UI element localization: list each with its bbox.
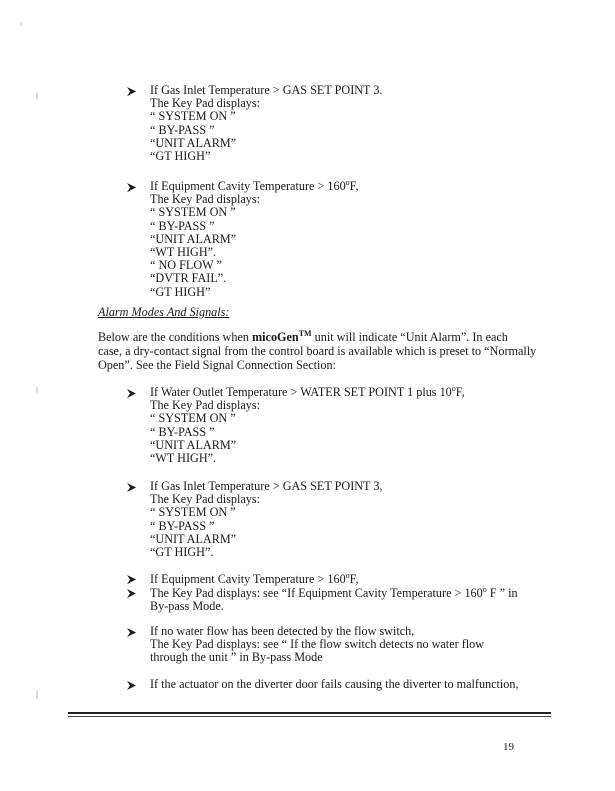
arrowhead-bullet-icon bbox=[126, 588, 140, 599]
keypad-line: “ NO FLOW ” bbox=[150, 258, 222, 273]
keypad-line: The Key Pad displays: bbox=[150, 398, 261, 413]
scan-artifact bbox=[20, 22, 22, 26]
arrowhead-bullet-icon bbox=[126, 680, 140, 691]
footer-rule-thin bbox=[68, 716, 551, 717]
bullet-text: If no water flow has been detected by the flow switch, bbox=[150, 624, 415, 638]
bullet-text: If Gas Inlet Temperature > GAS SET POINT 3. bbox=[150, 83, 383, 97]
trademark: TM bbox=[298, 328, 312, 338]
bullet-text-pre: If Equipment Cavity Temperature > 160 bbox=[150, 179, 346, 193]
bullet-text-pre: If Water Outlet Temperature > WATER SET POINT 1 plus 10 bbox=[150, 385, 452, 399]
brand-name: micoGen bbox=[252, 330, 299, 344]
arrowhead-bullet-icon bbox=[126, 482, 140, 493]
keypad-line: The Key Pad displays: bbox=[150, 492, 261, 507]
intro-line-1 bbox=[98, 330, 536, 344]
bullet-text: If Gas Inlet Temperature > GAS SET POINT 3, bbox=[150, 479, 383, 493]
keypad-line: The Key Pad displays: bbox=[150, 96, 261, 111]
keypad-line: “UNIT ALARM” bbox=[150, 231, 237, 246]
keypad-line: “DVTR FAIL”. bbox=[150, 271, 227, 286]
intro-line-3: Open”. See the Field Signal Connection Section: bbox=[98, 358, 336, 373]
keypad-line: The Key Pad displays: see “ If the flow switch detects no water flow bbox=[150, 637, 485, 652]
scan-artifact bbox=[36, 92, 38, 100]
degree-sup: o bbox=[451, 383, 456, 393]
keypad-line: “ BY-PASS ” bbox=[150, 424, 215, 439]
keypad-line: “ BY-PASS ” bbox=[150, 518, 215, 533]
degree-sup: o bbox=[345, 177, 350, 187]
alarm-item-actuator bbox=[150, 678, 519, 691]
section-gas-inlet bbox=[150, 84, 382, 163]
keypad-line: “ BY-PASS ” bbox=[150, 122, 215, 137]
intro-line-2: case, a dry-contact signal from the control board is available which is preset to “Normally bbox=[98, 344, 537, 359]
arrowhead-bullet-icon bbox=[126, 627, 140, 638]
degree-sup: o bbox=[482, 584, 487, 594]
degree-sup: o bbox=[345, 570, 350, 580]
footer-rule bbox=[68, 712, 551, 714]
scan-artifact bbox=[36, 386, 38, 394]
alarm-item-water-outlet bbox=[150, 383, 465, 466]
bullet-text-post: F, bbox=[349, 179, 359, 193]
intro-pre: Below are the conditions when bbox=[98, 330, 252, 344]
keypad-line: “ SYSTEM ON ” bbox=[150, 109, 236, 124]
keypad-line: “GT HIGH” bbox=[150, 284, 211, 299]
keypad-line: “WT HIGH”. bbox=[150, 451, 217, 466]
bullet-text-post: F, bbox=[349, 572, 359, 586]
page-number: 19 bbox=[503, 741, 514, 753]
keypad-line: “ SYSTEM ON ” bbox=[150, 411, 236, 426]
arrowhead-bullet-icon bbox=[126, 574, 140, 585]
arrowhead-bullet-icon bbox=[126, 182, 140, 193]
keypad-line: “ BY-PASS ” bbox=[150, 218, 215, 233]
keypad-line: The Key Pad displays: bbox=[150, 192, 261, 207]
keypad-line: “GT HIGH”. bbox=[150, 545, 214, 560]
bullet-text-post: F, bbox=[455, 385, 465, 399]
alarm-heading bbox=[98, 306, 229, 319]
keypad-line: “ SYSTEM ON ” bbox=[150, 205, 236, 220]
alarm-heading-text: Alarm Modes And Signals: bbox=[98, 305, 230, 319]
bullet-text-continued: By-pass Mode. bbox=[150, 599, 224, 613]
arrowhead-bullet-icon bbox=[126, 388, 140, 399]
arrowhead-bullet-icon bbox=[126, 86, 140, 97]
bullet-text-pre: The Key Pad displays: see “If Equipment Cavity Temperature > 160 bbox=[150, 586, 483, 600]
bullet-text bbox=[150, 586, 518, 600]
bullet-text bbox=[150, 572, 518, 586]
keypad-line: through the unit ” in By-pass Mode bbox=[150, 650, 323, 665]
scan-artifact bbox=[36, 690, 38, 700]
intro-post: unit will indicate “Unit Alarm”. In each bbox=[311, 330, 508, 344]
section-equipment-cavity bbox=[150, 177, 359, 299]
keypad-line: “UNIT ALARM” bbox=[150, 135, 237, 150]
alarm-item-equipment-cavity bbox=[150, 572, 518, 613]
keypad-line: “UNIT ALARM” bbox=[150, 531, 237, 546]
bullet-text: If the actuator on the diverter door fails causing the diverter to malfunction, bbox=[150, 677, 519, 691]
bullet-text-pre: If Equipment Cavity Temperature > 160 bbox=[150, 572, 346, 586]
keypad-line: “ SYSTEM ON ” bbox=[150, 505, 236, 520]
keypad-line: “UNIT ALARM” bbox=[150, 437, 237, 452]
intro-paragraph bbox=[98, 330, 536, 373]
keypad-line: “WT HIGH”. bbox=[150, 245, 217, 260]
bullet-text-post: F ” in bbox=[486, 586, 518, 600]
alarm-item-no-flow bbox=[150, 625, 484, 665]
keypad-line: “GT HIGH” bbox=[150, 149, 211, 164]
alarm-item-gas-inlet bbox=[150, 480, 382, 559]
